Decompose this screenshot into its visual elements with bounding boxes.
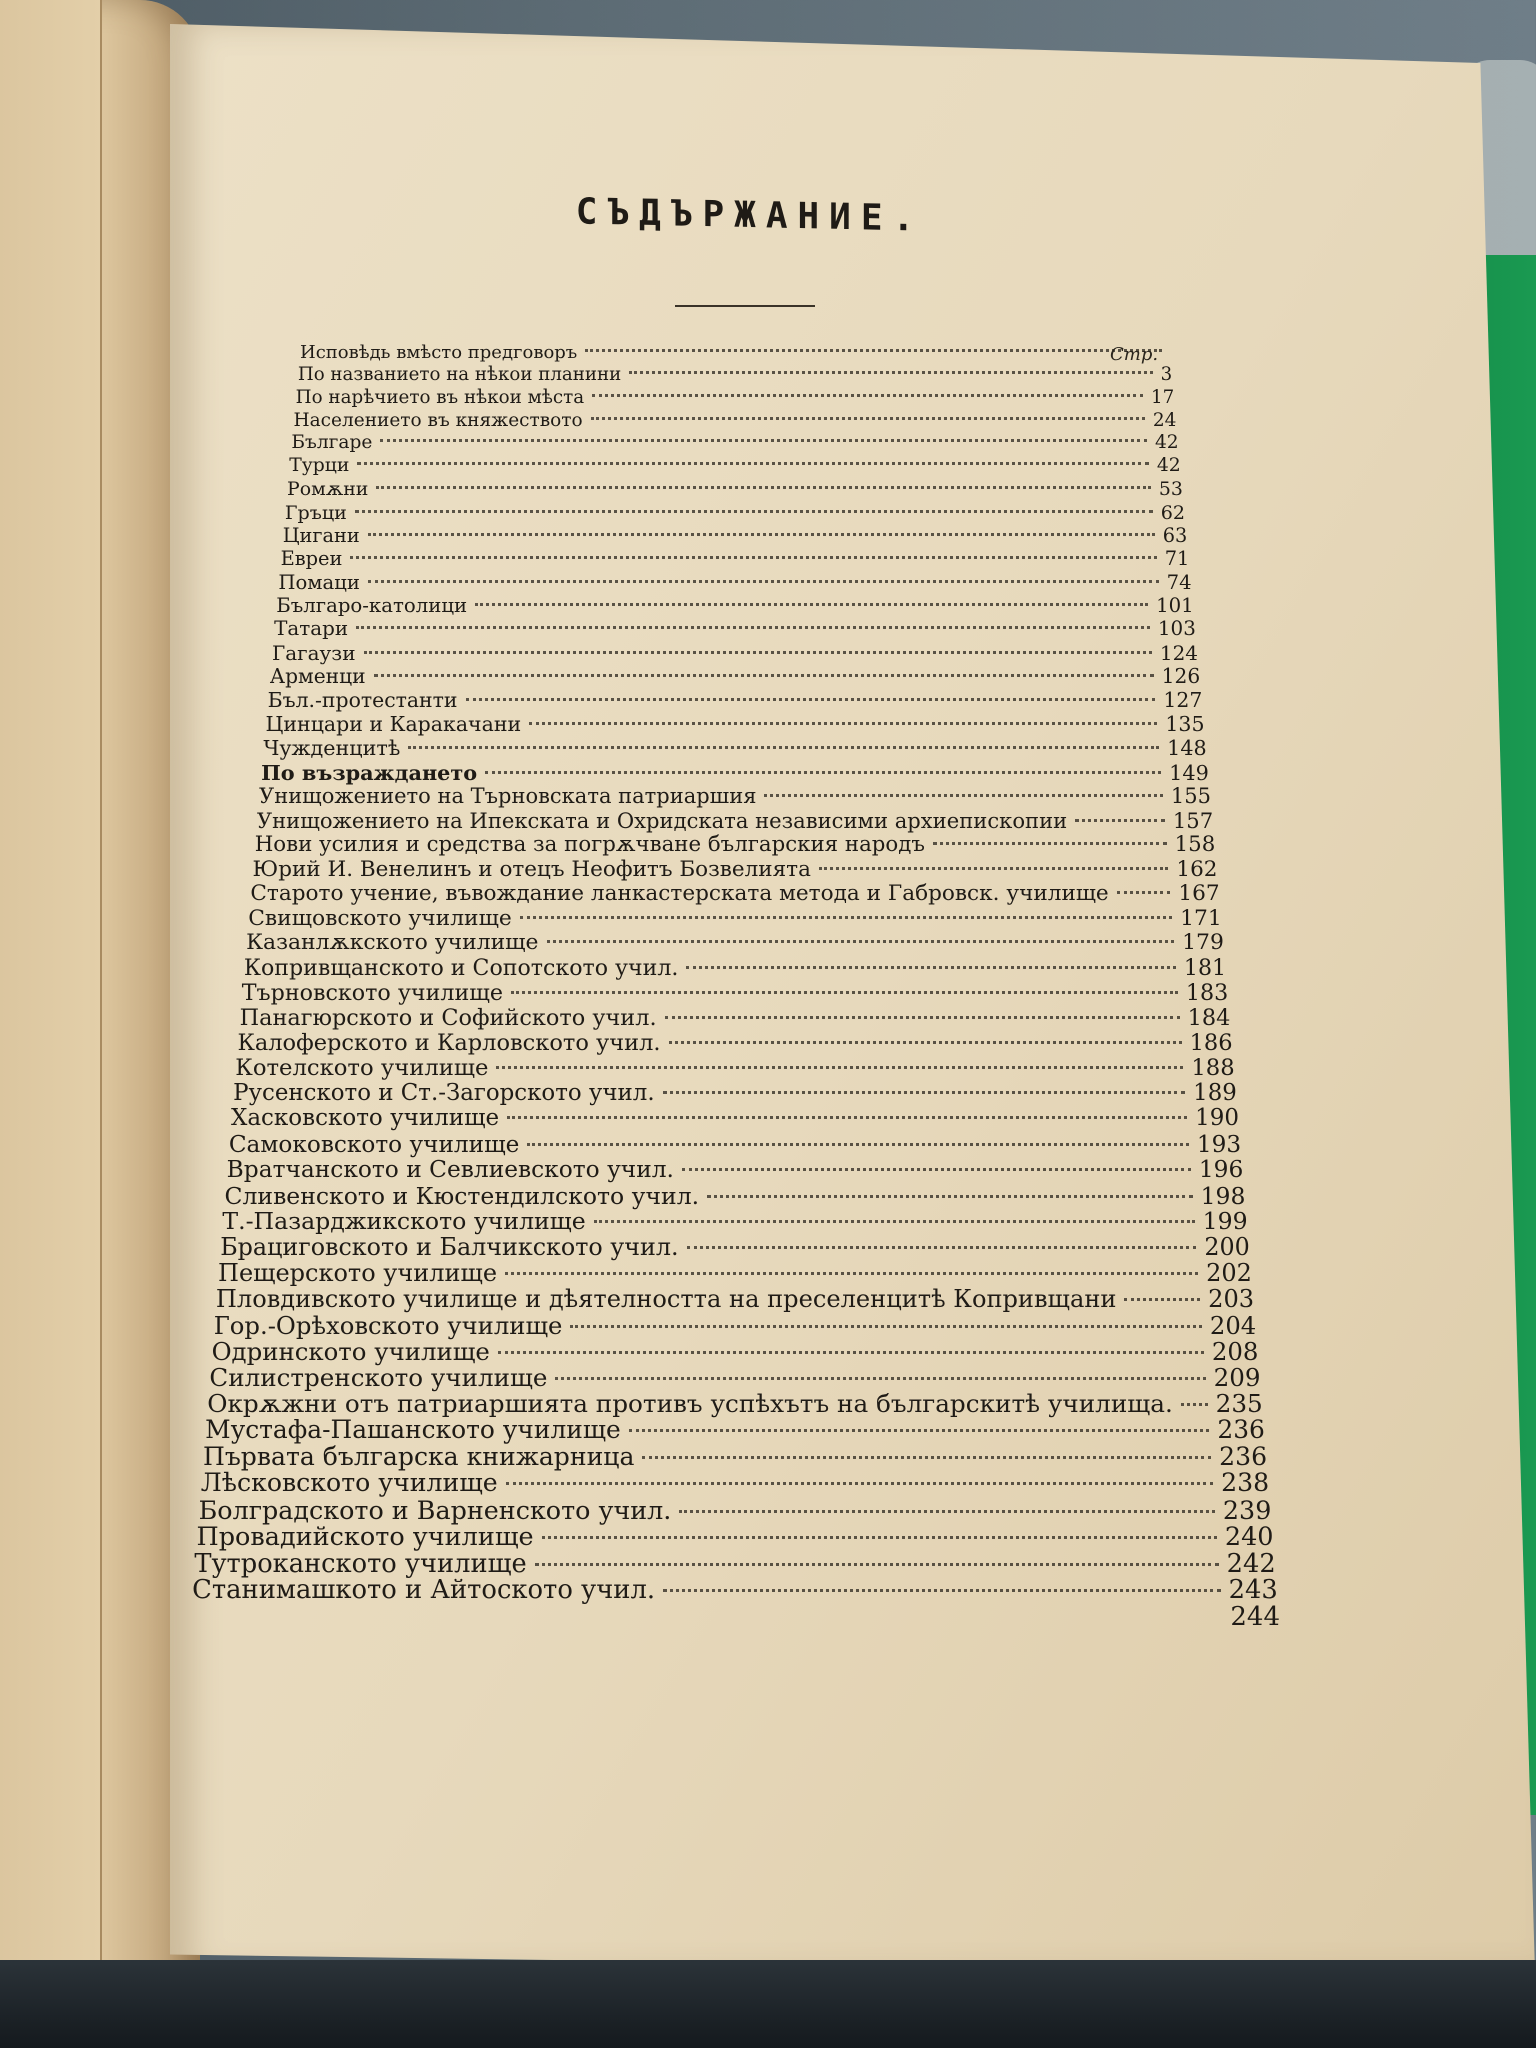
- toc-leader-dots: [594, 1220, 1195, 1223]
- toc-entry: [194, 1549, 1275, 1579]
- toc-entry-title: Окрѫжни отъ патриаршията противъ успѣхътъ на българскитѣ училища.: [207, 1389, 1173, 1419]
- toc-leader-dots: [592, 394, 1143, 397]
- toc-leader-dots: [687, 1246, 1197, 1249]
- toc-entry-title: Калоферското и Карловското учил.: [237, 1029, 661, 1056]
- toc-entry: [199, 1495, 1272, 1525]
- toc-entry: [265, 712, 1204, 736]
- toc-entry-title: Брациговското и Балчикското учил.: [220, 1232, 679, 1261]
- toc-entry: [235, 1055, 1234, 1081]
- toc-entry-title: Лѣсковското училище: [200, 1468, 498, 1498]
- toc-leader-dots: [355, 510, 1153, 513]
- toc-entry: [270, 664, 1200, 688]
- toc-entry-page: 198: [1200, 1181, 1246, 1210]
- book-bottom-edge: [0, 1960, 1536, 2048]
- toc-entry-title: Евреи: [280, 547, 343, 571]
- toc-entry-page: 196: [1198, 1156, 1244, 1184]
- toc-entry-page: 236: [1219, 1441, 1268, 1471]
- toc-entry-page: 157: [1172, 808, 1214, 834]
- toc-entry-page: 184: [1187, 1004, 1231, 1031]
- toc-entry-page: 162: [1176, 856, 1218, 882]
- toc-entry-page: 158: [1174, 832, 1216, 858]
- toc-entry-title: Мустафа-Пашанското училище: [205, 1415, 621, 1445]
- toc-entry-page: 74: [1166, 570, 1192, 594]
- toc-leader-dots: [498, 1351, 1204, 1354]
- toc-leader-dots: [505, 1272, 1198, 1275]
- toc-leader-dots: [629, 371, 1152, 374]
- toc-entry-page: 148: [1167, 735, 1207, 760]
- toc-entry-page: 181: [1183, 955, 1227, 982]
- toc-entry-title: Българе: [291, 432, 373, 454]
- toc-entry: [274, 617, 1196, 640]
- toc-leader-dots: [485, 771, 1161, 774]
- toc-entry-title: Сливенското и Кюстендилското учил.: [224, 1181, 700, 1210]
- toc-leader-dots: [374, 674, 1154, 677]
- toc-entry-page: 240: [1224, 1521, 1274, 1552]
- toc-entry: [261, 760, 1209, 785]
- toc-entry-page: 167: [1178, 881, 1220, 907]
- toc-leader-dots: [542, 1536, 1217, 1539]
- toc-entry-page: 235: [1215, 1389, 1263, 1419]
- toc-entry-title: По нарѣчието въ нѣкои мѣста: [295, 386, 585, 408]
- toc-entry: [225, 1182, 1246, 1210]
- toc-leader-dots: [368, 533, 1155, 536]
- toc-entry-page: 202: [1206, 1258, 1252, 1287]
- toc-entry-page: 204: [1209, 1310, 1257, 1340]
- toc-entry-page: 193: [1196, 1130, 1242, 1158]
- toc-entry-page: 53: [1158, 478, 1183, 501]
- toc-entry-page: 149: [1169, 760, 1209, 785]
- toc-leader-dots: [682, 1168, 1191, 1171]
- toc-entry-page: 188: [1191, 1054, 1235, 1081]
- toc-entry-page: 208: [1211, 1336, 1259, 1366]
- toc-leader-dots: [507, 1116, 1187, 1119]
- toc-leader-dots: [496, 1066, 1183, 1069]
- toc-entry: [240, 1005, 1231, 1031]
- toc-entry-title: Унищожението на Търновската патриаршия: [259, 783, 757, 808]
- toc-entry: [289, 455, 1181, 476]
- toc-entry-title: Котелското училище: [235, 1054, 489, 1081]
- toc-entry-title: Бъл.-протестанти: [267, 688, 458, 713]
- toc-entry-title: Пловдивското училище и дѣятелността на преселенцитѣ Копривщани: [215, 1284, 1117, 1313]
- toc-entry-title: Ромѫни: [287, 478, 369, 501]
- toc-entry-title: Провадийското училище: [196, 1521, 534, 1552]
- toc-entry: [246, 930, 1224, 955]
- toc-entry-page: 203: [1208, 1284, 1255, 1313]
- toc-entry: [212, 1337, 1259, 1366]
- toc-entry-title: Панагюрското и Софийското учил.: [239, 1004, 657, 1031]
- toc-entry: [227, 1156, 1244, 1183]
- toc-entry-title: Т.-Пазарджикското училище: [222, 1207, 586, 1236]
- toc-entry: [253, 857, 1218, 882]
- toc-entry: [285, 501, 1185, 524]
- toc-entry-title: Първата българска книжарница: [202, 1441, 635, 1471]
- toc-entry: [259, 784, 1211, 808]
- toc-entry: [291, 432, 1178, 453]
- toc-entry-page: 155: [1170, 783, 1211, 808]
- toc-entry: [287, 478, 1183, 500]
- toc-entry-title: Гръци: [284, 501, 347, 525]
- toc-leader-dots: [1124, 1298, 1200, 1301]
- toc-entry-page: 101: [1156, 593, 1194, 617]
- toc-entry: [250, 881, 1219, 906]
- toc-entry-title: Цинцари и Каракачани: [265, 712, 522, 736]
- toc-entry-title: Унищожението на Ипекската и Охридската независими архиепископии: [256, 808, 1068, 834]
- toc-leader-dots: [511, 991, 1178, 994]
- toc-leader-dots: [376, 486, 1150, 489]
- toc-entry-page: 200: [1204, 1232, 1250, 1261]
- page-column-label: Стр.: [1110, 344, 1159, 365]
- toc-entry: [296, 387, 1175, 408]
- toc-entry-title: Помаци: [278, 570, 360, 594]
- toc-leader-dots: [364, 651, 1152, 654]
- toc-entry-title: Чужденцитѣ: [263, 735, 401, 760]
- toc-entry-title: Тутроканското училище: [194, 1548, 527, 1579]
- toc-entry-title: Одринското училище: [211, 1336, 490, 1366]
- toc-leader-dots: [527, 1143, 1189, 1146]
- toc-entry-title: Гагаузи: [271, 640, 356, 665]
- toc-entry-title: Копривщанското и Сопотското учил.: [243, 955, 679, 982]
- toc-entry: [237, 1030, 1232, 1056]
- toc-entry: [222, 1207, 1247, 1235]
- toc-leader-dots: [629, 1429, 1210, 1432]
- toc-entry: [278, 571, 1191, 594]
- toc-entry-page: 127: [1163, 688, 1203, 713]
- toc-leader-dots: [1181, 1403, 1208, 1406]
- toc-leader-dots: [350, 556, 1156, 559]
- toc-entry-page: 171: [1180, 905, 1222, 931]
- toc-entry-title: По названието на нѣкои планини: [297, 364, 622, 386]
- toc-entry: [283, 524, 1188, 547]
- toc-entry: [207, 1389, 1262, 1418]
- toc-entry-page: 124: [1159, 640, 1199, 665]
- toc-entry: [192, 1575, 1278, 1605]
- toc-entry-page: 42: [1156, 455, 1181, 477]
- toc-entry: [220, 1233, 1250, 1261]
- toc-entry-title: Хасковското училище: [230, 1105, 500, 1132]
- toc-entry-title: По възраждането: [261, 759, 478, 785]
- toc-entry: [201, 1468, 1269, 1497]
- toc-entry-page: 63: [1162, 524, 1188, 548]
- toc-leader-dots: [663, 1091, 1186, 1094]
- toc-entry-title: Вратчанското и Севлиевското учил.: [226, 1156, 674, 1184]
- toc-entry-title: Исповѣдь вмѣсто предговоръ: [300, 342, 578, 363]
- toc-leader-dots: [669, 1041, 1182, 1044]
- toc-entry-page: 135: [1165, 712, 1205, 736]
- toc-entry: [272, 641, 1198, 665]
- toc-entry-title: Свищовското училище: [248, 905, 512, 931]
- toc-entry-title: Турци: [289, 455, 350, 477]
- toc-entry-page: 71: [1164, 547, 1190, 571]
- toc-entry: [263, 736, 1206, 760]
- toc-leader-dots: [585, 349, 1162, 352]
- toc-entry-page: 17: [1151, 386, 1175, 408]
- title-rule: [675, 305, 815, 307]
- toc-entry-title: Цигани: [282, 524, 360, 548]
- toc-leader-dots: [591, 417, 1145, 420]
- toc-entry-page: 236: [1217, 1415, 1265, 1445]
- toc-entry: [203, 1442, 1267, 1471]
- toc-leader-dots: [357, 462, 1148, 465]
- toc-entry-title: Юрий И. Венелинъ и отецъ Неофитъ Бозвелиятa: [252, 856, 811, 882]
- toc-entry-page: 103: [1157, 617, 1196, 641]
- toc-entry-title: Самоковското училище: [228, 1130, 520, 1158]
- toc-entry: [294, 410, 1177, 431]
- toc-leader-dots: [506, 1482, 1213, 1485]
- toc-entry-title: Арменци: [269, 664, 366, 689]
- toc-entry: [244, 955, 1226, 981]
- toc-entry-page: 243: [1228, 1575, 1278, 1606]
- toc-leader-dots: [368, 580, 1159, 583]
- toc-leader-dots: [356, 626, 1150, 629]
- toc-entry-page: 186: [1189, 1029, 1233, 1056]
- toc-entry-page: 209: [1213, 1362, 1261, 1392]
- toc-entry-page: 179: [1182, 930, 1224, 956]
- toc-leader-dots: [529, 722, 1157, 725]
- toc-entry: [248, 906, 1222, 931]
- toc-entry-title: Нови усилия и средства за погрѫчване българския народъ: [254, 832, 925, 858]
- toc-entry-page: 24: [1152, 409, 1177, 431]
- toc-leader-dots: [466, 698, 1156, 701]
- toc-entry-page: 183: [1185, 979, 1229, 1006]
- toc-leader-dots: [570, 1325, 1201, 1328]
- toc-entry-title: Старото учение, въвождание ланкастерската метода и Габровск. училище: [250, 881, 1109, 907]
- toc-entry: [300, 342, 1170, 363]
- toc-entry: [190, 1602, 1280, 1632]
- toc-entry: [209, 1363, 1260, 1392]
- toc-leader-dots: [535, 1563, 1219, 1566]
- toc-leader-dots: [547, 940, 1175, 943]
- toc-entry-page: 62: [1160, 501, 1186, 525]
- toc-leader-dots: [665, 1016, 1180, 1019]
- toc-entry-page: 238: [1221, 1468, 1270, 1498]
- toc-entry: [231, 1105, 1239, 1131]
- toc-entry-title: Българо-католици: [276, 593, 468, 617]
- toc-entry-title: Станимашкото и Айтоското учил.: [192, 1575, 656, 1606]
- toc-entry-title: Русенското и Ст.-Загорското учил.: [233, 1079, 655, 1106]
- toc-leader-dots: [679, 1510, 1215, 1513]
- toc-leader-dots: [380, 439, 1147, 442]
- toc-leader-dots: [520, 916, 1172, 919]
- toc-entry-page: 244: [1230, 1602, 1280, 1633]
- toc-entry: [233, 1080, 1237, 1106]
- toc-entry: [218, 1259, 1252, 1287]
- toc-entry-title: Търновското училище: [241, 979, 503, 1006]
- toc-entry: [216, 1285, 1254, 1313]
- toc-entry-title: Гор.-Орѣховското училище: [213, 1310, 563, 1340]
- toc-entry-page: 189: [1193, 1079, 1237, 1106]
- toc-leader-dots: [475, 603, 1148, 606]
- toc-entry: [255, 832, 1216, 857]
- toc-leader-dots: [819, 867, 1168, 870]
- toc-entry-title: Казанлѫкското училище: [246, 930, 539, 956]
- toc-leader-dots: [707, 1195, 1193, 1198]
- toc-entry-page: 3: [1160, 364, 1173, 386]
- toc-entry: [196, 1522, 1273, 1552]
- toc-entry-page: 126: [1161, 664, 1201, 689]
- toc-entry-page: 190: [1195, 1105, 1239, 1132]
- toc-entry-title: Силистренското училище: [209, 1362, 548, 1392]
- toc-entry-page: 239: [1222, 1495, 1272, 1526]
- page-title: СЪДЪРЖАНИЕ.: [575, 191, 925, 240]
- toc-leader-dots: [663, 1589, 1221, 1592]
- toc-entry: [205, 1415, 1265, 1444]
- toc-entry-page: 42: [1154, 432, 1179, 454]
- toc-leader-dots: [933, 842, 1167, 845]
- toc-leader-dots: [764, 794, 1162, 797]
- toc-entry: [229, 1131, 1241, 1158]
- toc-leader-dots: [642, 1456, 1211, 1459]
- toc-entry-title: Болградското и Варненското учил.: [198, 1495, 672, 1526]
- toc-entry-page: 199: [1202, 1207, 1248, 1236]
- toc-entry: [276, 594, 1193, 617]
- toc-entry-title: Пещерското училище: [218, 1258, 498, 1287]
- toc-leader-dots: [1117, 891, 1171, 894]
- toc-entry-title: Татари: [274, 617, 349, 641]
- toc-leader-dots: [555, 1377, 1205, 1380]
- toc-entry: [298, 364, 1172, 385]
- toc-entry: [268, 688, 1203, 712]
- toc-entry-title: Населението въ княжеството: [293, 409, 583, 431]
- toc-entry: [257, 808, 1213, 833]
- toc-entry: [281, 547, 1190, 570]
- toc-leader-dots: [408, 746, 1159, 749]
- toc-leader-dots: [686, 966, 1175, 969]
- toc-entry: [214, 1311, 1257, 1340]
- toc-leader-dots: [1075, 819, 1165, 822]
- toc-entry: [242, 980, 1228, 1006]
- toc-entry-page: 242: [1226, 1548, 1276, 1579]
